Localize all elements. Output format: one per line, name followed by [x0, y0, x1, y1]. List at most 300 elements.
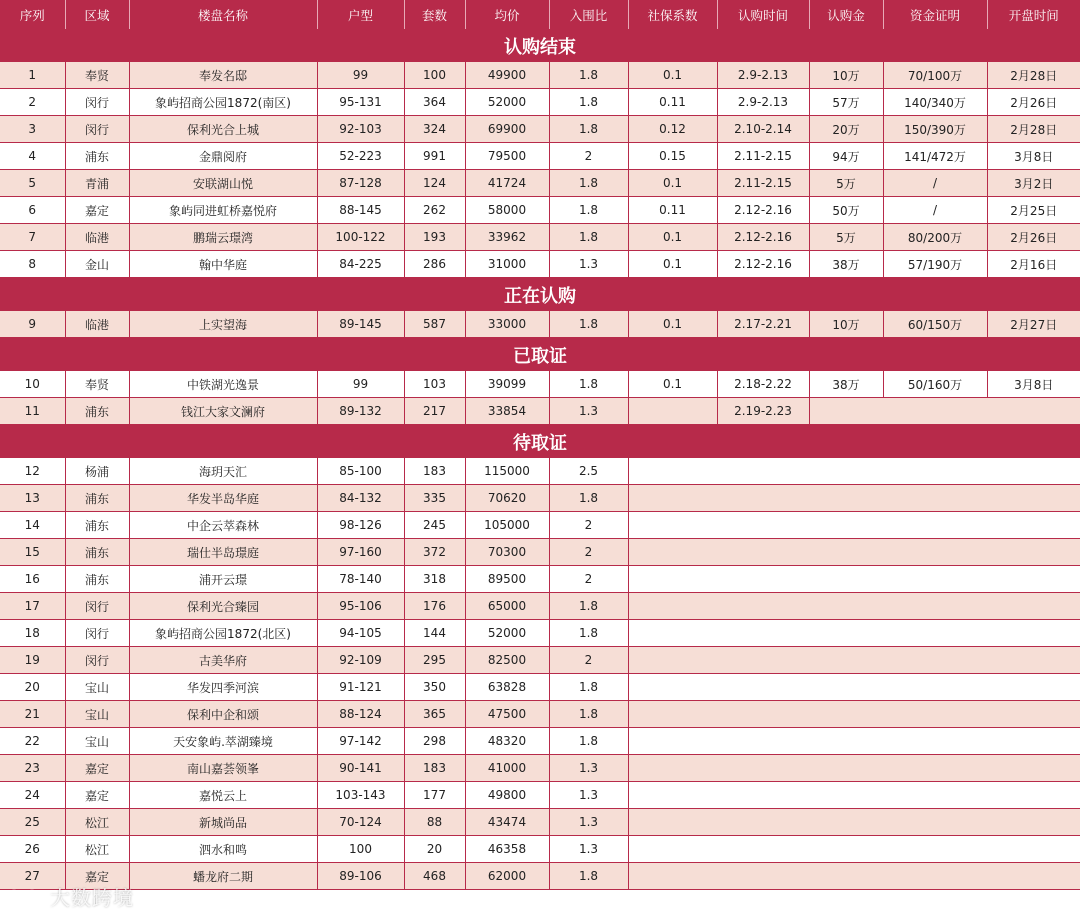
col-header-index: 序列 — [0, 0, 65, 29]
cell-unit-type: 78-140 — [317, 566, 404, 593]
cell-district: 奉贤 — [65, 371, 129, 398]
table-row — [0, 593, 1080, 620]
col-header-sub-period: 认购时间 — [717, 0, 809, 29]
col-header-social-coef: 社保系数 — [628, 0, 717, 29]
cell-fund-proof: 70/100万 — [883, 62, 987, 89]
cell-unit-type: 52-223 — [317, 143, 404, 170]
cell-open-date: 2月26日 — [987, 89, 1080, 116]
cell-sub-period — [717, 728, 809, 755]
watermark — [4, 882, 134, 911]
cell-avg-price: 105000 — [465, 512, 549, 539]
table-row — [0, 674, 1080, 701]
cell-index: 4 — [0, 143, 65, 170]
cell-sub-period — [717, 647, 809, 674]
col-header-fund-proof: 资金证明 — [883, 0, 987, 29]
cell-fund-proof — [883, 782, 987, 809]
cell-social-coef — [628, 755, 717, 782]
table-row — [0, 170, 1080, 197]
cell-project-name: 蟠龙府二期 — [129, 863, 317, 890]
cell-deposit: 10万 — [809, 311, 883, 338]
cell-social-coef: 0.1 — [628, 311, 717, 338]
cell-deposit — [809, 836, 883, 863]
cell-unit-type: 90-141 — [317, 755, 404, 782]
cell-open-date — [987, 701, 1080, 728]
cell-avg-price: 52000 — [465, 89, 549, 116]
cell-index: 24 — [0, 782, 65, 809]
cell-fund-proof — [883, 512, 987, 539]
cell-index: 16 — [0, 566, 65, 593]
col-header-ratio: 入围比 — [549, 0, 628, 29]
cell-fund-proof: / — [883, 170, 987, 197]
cell-unit-type: 94-105 — [317, 620, 404, 647]
cell-social-coef: 0.11 — [628, 89, 717, 116]
cell-index: 12 — [0, 458, 65, 485]
cell-deposit: 10万 — [809, 62, 883, 89]
cell-sub-period — [717, 566, 809, 593]
cell-index: 15 — [0, 539, 65, 566]
cell-social-coef: 0.1 — [628, 371, 717, 398]
col-header-open-date: 开盘时间 — [987, 0, 1080, 29]
cell-unit-count: 587 — [404, 311, 465, 338]
section-title: 认购结束 — [0, 29, 1080, 62]
cell-ratio: 1.8 — [549, 311, 628, 338]
cell-social-coef — [628, 485, 717, 512]
table-row — [0, 371, 1080, 398]
cell-project-name: 象屿同进虹桥嘉悦府 — [129, 197, 317, 224]
cell-unit-count: 183 — [404, 755, 465, 782]
cell-fund-proof — [883, 458, 987, 485]
cell-open-date — [987, 458, 1080, 485]
table-row — [0, 224, 1080, 251]
table-row — [0, 197, 1080, 224]
cell-project-name: 海玥天汇 — [129, 458, 317, 485]
cell-unit-count: 372 — [404, 539, 465, 566]
cell-social-coef — [628, 701, 717, 728]
cell-sub-period: 2.9-2.13 — [717, 62, 809, 89]
section-title: 待取证 — [0, 425, 1080, 459]
section-title: 已取证 — [0, 338, 1080, 372]
cell-ratio: 1.8 — [549, 728, 628, 755]
cell-deposit: 57万 — [809, 89, 883, 116]
cell-ratio: 1.3 — [549, 251, 628, 278]
cell-fund-proof: 150/390万 — [883, 116, 987, 143]
cell-deposit: 5万 — [809, 170, 883, 197]
cell-unit-type: 98-126 — [317, 512, 404, 539]
cell-avg-price: 82500 — [465, 647, 549, 674]
cell-index: 21 — [0, 701, 65, 728]
cell-open-date — [987, 728, 1080, 755]
cell-index: 6 — [0, 197, 65, 224]
cell-deposit — [809, 728, 883, 755]
cell-social-coef: 0.1 — [628, 62, 717, 89]
cell-avg-price: 65000 — [465, 593, 549, 620]
cell-deposit — [809, 485, 883, 512]
cell-ratio: 1.8 — [549, 701, 628, 728]
cell-unit-count: 88 — [404, 809, 465, 836]
cell-ratio: 1.8 — [549, 197, 628, 224]
cell-sub-period: 2.17-2.21 — [717, 311, 809, 338]
cell-deposit — [809, 674, 883, 701]
cell-social-coef: 0.1 — [628, 224, 717, 251]
cell-unit-count: 364 — [404, 89, 465, 116]
cell-district: 金山 — [65, 251, 129, 278]
cell-deposit — [809, 863, 883, 890]
cell-project-name: 翰中华庭 — [129, 251, 317, 278]
cell-avg-price: 89500 — [465, 566, 549, 593]
cell-project-name: 中铁湖光逸景 — [129, 371, 317, 398]
cell-ratio: 1.3 — [549, 398, 628, 425]
cell-deposit — [809, 809, 883, 836]
cell-social-coef: 0.11 — [628, 197, 717, 224]
cell-unit-count: 365 — [404, 701, 465, 728]
table-header — [0, 0, 1080, 29]
cell-social-coef — [628, 809, 717, 836]
cell-social-coef: 0.1 — [628, 251, 717, 278]
col-header-deposit: 认购金 — [809, 0, 883, 29]
cell-index: 20 — [0, 674, 65, 701]
cell-open-date — [987, 566, 1080, 593]
cell-index: 11 — [0, 398, 65, 425]
cell-open-date — [987, 782, 1080, 809]
cell-project-name: 象屿招商公园1872(南区) — [129, 89, 317, 116]
table-row — [0, 863, 1080, 890]
cell-unit-count: 144 — [404, 620, 465, 647]
cell-index: 23 — [0, 755, 65, 782]
cell-unit-count: 245 — [404, 512, 465, 539]
cell-avg-price: 31000 — [465, 251, 549, 278]
cell-project-name: 华发半岛华庭 — [129, 485, 317, 512]
cell-ratio: 2 — [549, 566, 628, 593]
cell-open-date — [987, 620, 1080, 647]
cell-avg-price: 58000 — [465, 197, 549, 224]
cell-fund-proof: 50/160万 — [883, 371, 987, 398]
cell-sub-period — [717, 485, 809, 512]
cell-index: 22 — [0, 728, 65, 755]
table-row — [0, 836, 1080, 863]
cell-index: 5 — [0, 170, 65, 197]
cell-ratio: 1.8 — [549, 224, 628, 251]
cell-avg-price: 52000 — [465, 620, 549, 647]
section-title: 正在认购 — [0, 278, 1080, 312]
cell-index: 1 — [0, 62, 65, 89]
table-row — [0, 809, 1080, 836]
cell-deposit — [809, 566, 883, 593]
cell-project-name: 保利光合臻园 — [129, 593, 317, 620]
cell-index: 3 — [0, 116, 65, 143]
cell-sub-period — [717, 620, 809, 647]
cell-project-name: 安联湖山悦 — [129, 170, 317, 197]
cell-district: 嘉定 — [65, 755, 129, 782]
cell-social-coef — [628, 728, 717, 755]
cell-district: 宝山 — [65, 701, 129, 728]
table-row — [0, 458, 1080, 485]
cell-district: 松江 — [65, 836, 129, 863]
cell-ratio: 1.8 — [549, 371, 628, 398]
table-row — [0, 251, 1080, 278]
cell-district: 嘉定 — [65, 863, 129, 890]
cell-unit-type: 99 — [317, 62, 404, 89]
cell-ratio: 1.8 — [549, 116, 628, 143]
cell-district: 奉贤 — [65, 62, 129, 89]
cell-project-name: 鹏瑞云璟湾 — [129, 224, 317, 251]
cell-project-name: 奉发名邸 — [129, 62, 317, 89]
cell-sub-period — [717, 539, 809, 566]
cell-index: 18 — [0, 620, 65, 647]
cell-ratio: 1.8 — [549, 593, 628, 620]
col-header-district: 区域 — [65, 0, 129, 29]
cell-avg-price: 69900 — [465, 116, 549, 143]
cell-sub-period — [717, 674, 809, 701]
table-row — [0, 728, 1080, 755]
cell-deposit — [809, 755, 883, 782]
cell-social-coef — [628, 863, 717, 890]
cell-project-name: 泗水和鸣 — [129, 836, 317, 863]
cell-sub-period: 2.9-2.13 — [717, 89, 809, 116]
cell-sub-period: 2.11-2.15 — [717, 143, 809, 170]
table-row — [0, 782, 1080, 809]
cell-unit-type: 87-128 — [317, 170, 404, 197]
cell-unit-type: 85-100 — [317, 458, 404, 485]
cell-unit-count: 335 — [404, 485, 465, 512]
cell-district: 嘉定 — [65, 782, 129, 809]
cell-index: 27 — [0, 863, 65, 890]
cell-avg-price: 70620 — [465, 485, 549, 512]
cell-deposit — [809, 539, 883, 566]
cell-social-coef — [628, 398, 717, 425]
cell-district: 浦东 — [65, 398, 129, 425]
cell-index: 19 — [0, 647, 65, 674]
cell-fund-proof: 141/472万 — [883, 143, 987, 170]
cell-unit-type: 100-122 — [317, 224, 404, 251]
cell-open-date — [987, 809, 1080, 836]
cell-index: 8 — [0, 251, 65, 278]
cell-social-coef — [628, 620, 717, 647]
cell-ratio: 1.8 — [549, 62, 628, 89]
cell-unit-count: 100 — [404, 62, 465, 89]
cell-fund-proof — [883, 566, 987, 593]
table-row — [0, 512, 1080, 539]
cell-project-name: 古美华府 — [129, 647, 317, 674]
cell-open-date: 2月25日 — [987, 197, 1080, 224]
cell-fund-proof — [883, 539, 987, 566]
cell-unit-count: 193 — [404, 224, 465, 251]
binoculars-logo-icon — [4, 886, 44, 908]
cell-social-coef: 0.15 — [628, 143, 717, 170]
cell-unit-count: 177 — [404, 782, 465, 809]
section-header-row — [0, 425, 1080, 459]
watermark-text: 大数跨境 — [50, 886, 134, 910]
cell-open-date — [987, 593, 1080, 620]
cell-social-coef — [628, 458, 717, 485]
table-row — [0, 701, 1080, 728]
cell-ratio: 1.3 — [549, 809, 628, 836]
cell-avg-price: 33854 — [465, 398, 549, 425]
cell-project-name: 上实望海 — [129, 311, 317, 338]
cell-unit-type: 100 — [317, 836, 404, 863]
cell-sub-period — [717, 809, 809, 836]
cell-avg-price: 48320 — [465, 728, 549, 755]
cell-district: 闵行 — [65, 647, 129, 674]
cell-district: 闵行 — [65, 116, 129, 143]
cell-project-name: 浦开云璟 — [129, 566, 317, 593]
cell-district: 闵行 — [65, 89, 129, 116]
cell-fund-proof: 140/340万 — [883, 89, 987, 116]
cell-avg-price: 49900 — [465, 62, 549, 89]
cell-deposit — [809, 701, 883, 728]
cell-fund-proof — [883, 701, 987, 728]
cell-ratio: 1.3 — [549, 836, 628, 863]
cell-sub-period: 2.10-2.14 — [717, 116, 809, 143]
cell-project-name: 保利光合上城 — [129, 116, 317, 143]
cell-social-coef — [628, 647, 717, 674]
cell-open-date: 2月28日 — [987, 62, 1080, 89]
table-row — [0, 485, 1080, 512]
cell-avg-price: 63828 — [465, 674, 549, 701]
cell-social-coef — [628, 566, 717, 593]
cell-unit-count: 318 — [404, 566, 465, 593]
cell-index: 14 — [0, 512, 65, 539]
cell-avg-price: 41000 — [465, 755, 549, 782]
cell-unit-type: 70-124 — [317, 809, 404, 836]
cell-project-name: 嘉悦云上 — [129, 782, 317, 809]
cell-unit-count: 217 — [404, 398, 465, 425]
cell-sub-period — [717, 755, 809, 782]
cell-ratio: 1.8 — [549, 89, 628, 116]
cell-open-date — [987, 539, 1080, 566]
cell-open-date — [987, 512, 1080, 539]
cell-index: 13 — [0, 485, 65, 512]
cell-ratio: 2 — [549, 539, 628, 566]
cell-avg-price: 49800 — [465, 782, 549, 809]
cell-avg-price: 39099 — [465, 371, 549, 398]
cell-unit-type: 84-132 — [317, 485, 404, 512]
cell-unit-count: 295 — [404, 647, 465, 674]
cell-fund-proof — [883, 485, 987, 512]
table-row — [0, 89, 1080, 116]
cell-deposit — [809, 512, 883, 539]
cell-unit-count: 298 — [404, 728, 465, 755]
table-row — [0, 620, 1080, 647]
cell-district: 青浦 — [65, 170, 129, 197]
cell-deposit — [809, 620, 883, 647]
cell-unit-type: 88-145 — [317, 197, 404, 224]
cell-project-name: 南山嘉荟领峯 — [129, 755, 317, 782]
table-row — [0, 755, 1080, 782]
cell-index: 7 — [0, 224, 65, 251]
cell-ratio: 2 — [549, 143, 628, 170]
cell-avg-price: 43474 — [465, 809, 549, 836]
cell-ratio: 2 — [549, 647, 628, 674]
cell-social-coef — [628, 836, 717, 863]
cell-district: 松江 — [65, 809, 129, 836]
col-header-project-name: 楼盘名称 — [129, 0, 317, 29]
cell-sub-period: 2.19-2.23 — [717, 398, 809, 425]
cell-unit-count: 176 — [404, 593, 465, 620]
cell-deposit — [809, 782, 883, 809]
cell-fund-proof — [883, 398, 987, 425]
cell-district: 宝山 — [65, 728, 129, 755]
cell-district: 嘉定 — [65, 197, 129, 224]
cell-fund-proof — [883, 809, 987, 836]
cell-fund-proof — [883, 728, 987, 755]
cell-deposit: 94万 — [809, 143, 883, 170]
section-header-row — [0, 278, 1080, 312]
table-row — [0, 398, 1080, 425]
cell-district: 临港 — [65, 311, 129, 338]
cell-fund-proof — [883, 647, 987, 674]
cell-avg-price: 47500 — [465, 701, 549, 728]
cell-sub-period: 2.12-2.16 — [717, 251, 809, 278]
cell-unit-count: 262 — [404, 197, 465, 224]
cell-unit-type: 95-131 — [317, 89, 404, 116]
cell-sub-period — [717, 782, 809, 809]
cell-deposit — [809, 398, 883, 425]
cell-unit-type: 97-142 — [317, 728, 404, 755]
cell-deposit: 20万 — [809, 116, 883, 143]
cell-unit-type: 84-225 — [317, 251, 404, 278]
cell-district: 浦东 — [65, 539, 129, 566]
cell-social-coef: 0.12 — [628, 116, 717, 143]
section-header-row — [0, 338, 1080, 372]
cell-sub-period: 2.11-2.15 — [717, 170, 809, 197]
cell-unit-type: 97-160 — [317, 539, 404, 566]
cell-fund-proof: / — [883, 197, 987, 224]
cell-open-date — [987, 398, 1080, 425]
cell-open-date — [987, 674, 1080, 701]
cell-social-coef — [628, 674, 717, 701]
cell-open-date — [987, 836, 1080, 863]
table-row — [0, 566, 1080, 593]
cell-unit-count: 350 — [404, 674, 465, 701]
col-header-unit-count: 套数 — [404, 0, 465, 29]
table-row — [0, 647, 1080, 674]
cell-project-name: 天安象屿.萃湖臻境 — [129, 728, 317, 755]
cell-unit-count: 991 — [404, 143, 465, 170]
cell-sub-period: 2.12-2.16 — [717, 224, 809, 251]
cell-sub-period — [717, 863, 809, 890]
cell-index: 10 — [0, 371, 65, 398]
cell-ratio: 1.8 — [549, 485, 628, 512]
cell-project-name: 钱江大家文澜府 — [129, 398, 317, 425]
cell-social-coef — [628, 539, 717, 566]
cell-sub-period — [717, 701, 809, 728]
cell-district: 浦东 — [65, 143, 129, 170]
cell-unit-type: 89-132 — [317, 398, 404, 425]
cell-project-name: 瑞仕半岛璟庭 — [129, 539, 317, 566]
cell-project-name: 中企云萃森林 — [129, 512, 317, 539]
cell-district: 杨浦 — [65, 458, 129, 485]
cell-open-date — [987, 647, 1080, 674]
cell-unit-type: 89-106 — [317, 863, 404, 890]
cell-index: 25 — [0, 809, 65, 836]
cell-fund-proof: 57/190万 — [883, 251, 987, 278]
cell-unit-count: 183 — [404, 458, 465, 485]
cell-ratio: 2.5 — [549, 458, 628, 485]
cell-unit-count: 468 — [404, 863, 465, 890]
cell-deposit: 38万 — [809, 371, 883, 398]
cell-unit-type: 95-106 — [317, 593, 404, 620]
cell-district: 闵行 — [65, 593, 129, 620]
cell-open-date — [987, 755, 1080, 782]
cell-project-name: 象屿招商公园1872(北区) — [129, 620, 317, 647]
cell-avg-price: 115000 — [465, 458, 549, 485]
cell-unit-type: 92-103 — [317, 116, 404, 143]
cell-open-date: 2月16日 — [987, 251, 1080, 278]
col-header-unit-type: 户型 — [317, 0, 404, 29]
cell-project-name: 新城尚品 — [129, 809, 317, 836]
cell-sub-period — [717, 512, 809, 539]
table-row — [0, 116, 1080, 143]
